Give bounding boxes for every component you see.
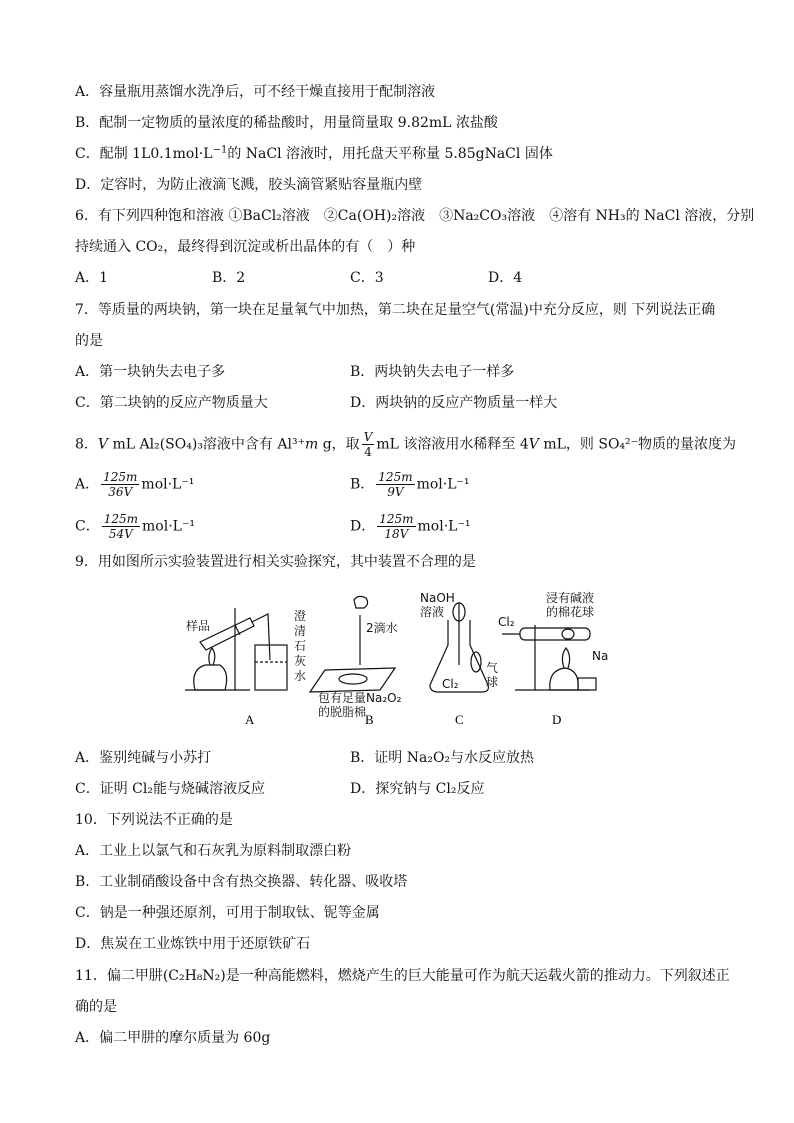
q9-stem: 9．用如图所示实验装置进行相关实验探究，其中装置不合理的是 — [75, 554, 476, 570]
q7-option-b: B．两块钠失去电子一样多 — [350, 364, 515, 380]
c-label-balloon-1: 气 — [486, 661, 499, 675]
q9-apparatus-figure — [180, 590, 620, 730]
q10-option-b: B．工业制硝酸设备中含有热交换器、转化器、吸收塔 — [75, 874, 408, 890]
d-sodium — [562, 629, 574, 639]
q9-option-c: C．证明 Cl₂能与烧碱溶液反应 — [75, 781, 265, 797]
q9-option-d: D．探究钠与 Cl₂反应 — [350, 781, 485, 797]
q8-option-d: D． $\frac{125m}{18V}$ mol·L⁻¹ — [350, 512, 471, 541]
a-label-sample: 样品 — [186, 619, 211, 633]
q5-option-d: D．定容时，为防止液滴飞溅，胶头滴管紧贴容量瓶内壁 — [75, 177, 423, 193]
q5-option-b: B．配制一定物质的量浓度的稀盐酸时，用量筒量取 9.82mL 浓盐酸 — [75, 115, 498, 131]
q8-option-c: C． $\frac{125m}{54V}$ mol·L⁻¹ — [75, 512, 195, 541]
d-label-na: Na — [592, 649, 609, 663]
c-label-cl2: Cl₂ — [442, 677, 459, 691]
q9-option-a: A．鉴别纯碱与小苏打 — [75, 750, 212, 766]
q11-stem-line2: 确的是 — [75, 999, 117, 1015]
q7-stem-line1: 7．等质量的两块钠，第一块在足量氧气中加热，第二块在足量空气(常温)中充分反应，则 下列说法正确 — [75, 302, 716, 318]
q10-option-c: C．钠是一种强还原剂，可用于制取钛、铌等金属 — [75, 905, 380, 921]
c-label-naoh-2: 溶液 — [420, 605, 445, 619]
q6-option-b: B．2 — [212, 270, 246, 286]
b-label-drops: 2滴水 — [366, 621, 398, 635]
q7-option-c: C．第二块钠的反应产物质量大 — [75, 395, 268, 411]
q8-stem: 8．V mL Al₂(SO₄)₃溶液中含有 Al³⁺m g，取 $\frac{V}{4}$ mL 该溶液用水稀释至 4V mL，则 SO₄²⁻物质的量浓度为 — [75, 430, 737, 459]
d-flame — [562, 648, 569, 668]
a-clamp — [235, 625, 240, 635]
q11-option-a: A．偏二甲肼的摩尔质量为 60g — [75, 1030, 271, 1046]
fig-label-b: B — [365, 712, 374, 727]
q7-option-a: A．第一块钠失去电子多 — [75, 364, 226, 380]
q6-option-a: A．1 — [75, 270, 109, 286]
q10-option-d: D．焦炭在工业炼铁中用于还原铁矿石 — [75, 936, 311, 952]
q6-stem-line2: 持续通入 CO₂，最终得到沉淀或析出晶体的有（ ）种 — [75, 239, 416, 255]
a-alcohol-lamp — [194, 665, 227, 690]
a-label-lime-4: 灰 — [294, 654, 307, 668]
d-block — [578, 678, 596, 690]
fig-label-c: C — [455, 712, 464, 727]
a-label-lime-2: 清 — [294, 624, 307, 638]
a-flame — [209, 648, 215, 665]
q8-option-a: A． $\frac{125m}{36V}$ mol·L⁻¹ — [75, 470, 195, 499]
d-glass-tube — [520, 628, 590, 640]
d-label-cl2: Cl₂ — [498, 615, 515, 629]
q11-stem-line1: 11．偏二甲肼(C₂H₈N₂)是一种高能燃料，燃烧产生的巨大能量可作为航天运载火箭的推动力。下列叙述正 — [75, 968, 730, 984]
q10-stem: 10．下列说法不正确的是 — [75, 812, 233, 828]
a-beaker — [255, 645, 287, 690]
q7-option-d: D．两块钠的反应产物质量一样大 — [350, 395, 558, 411]
q8-option-b: B． $\frac{125m}{9V}$ mol·L⁻¹ — [350, 470, 470, 499]
b-cotton-mat — [310, 668, 395, 692]
d-label-cotton-2: 的棉花球 — [546, 605, 595, 619]
a-label-lime-3: 石 — [294, 639, 307, 653]
q7-stem-line2: 的是 — [75, 333, 103, 349]
q6-stem-line1: 6．有下列四种饱和溶液 ①BaCl₂溶液 ②Ca(OH)₂溶液 ③Na₂CO₃溶液 ④溶有 NH₃的 NaCl 溶液，分别 — [75, 208, 755, 224]
b-label-cotton-1: 包有足量Na₂O₂ — [318, 691, 402, 705]
q5-option-a: A．容量瓶用蒸馏水洗净后，可不经干燥直接用于配制溶液 — [75, 84, 436, 100]
q6-option-d: D．4 — [488, 270, 523, 286]
d-label-cotton-1: 浸有碱液 — [546, 591, 595, 605]
b-hand — [354, 596, 368, 608]
q5-option-c: C．配制 $1L0.1mol\cdot L^{-1}$的 NaCl 溶液时，用托盘天平称量 5.85gNaCl 固体 — [75, 144, 553, 162]
c-balloon — [471, 652, 481, 672]
q10-option-a: A．工业上以氯气和石灰乳为原料制取漂白粉 — [75, 843, 352, 859]
b-label-cotton-2: 的脱脂棉 — [318, 705, 367, 719]
fig-label-d: D — [552, 712, 562, 727]
a-label-lime-5: 水 — [294, 669, 307, 683]
q9-option-b: B．证明 Na₂O₂与水反应放热 — [350, 750, 535, 766]
q6-option-c: C．3 — [350, 270, 384, 286]
c-label-naoh-1: NaOH — [420, 591, 455, 605]
d-alcohol-lamp — [550, 668, 578, 690]
q8-fraction: $\frac{V}{4}$ — [363, 430, 373, 459]
c-label-balloon-2: 球 — [486, 675, 499, 689]
fig-label-a: A — [245, 712, 255, 727]
b-cotton — [339, 674, 367, 684]
a-label-lime-1: 澄 — [294, 609, 307, 623]
